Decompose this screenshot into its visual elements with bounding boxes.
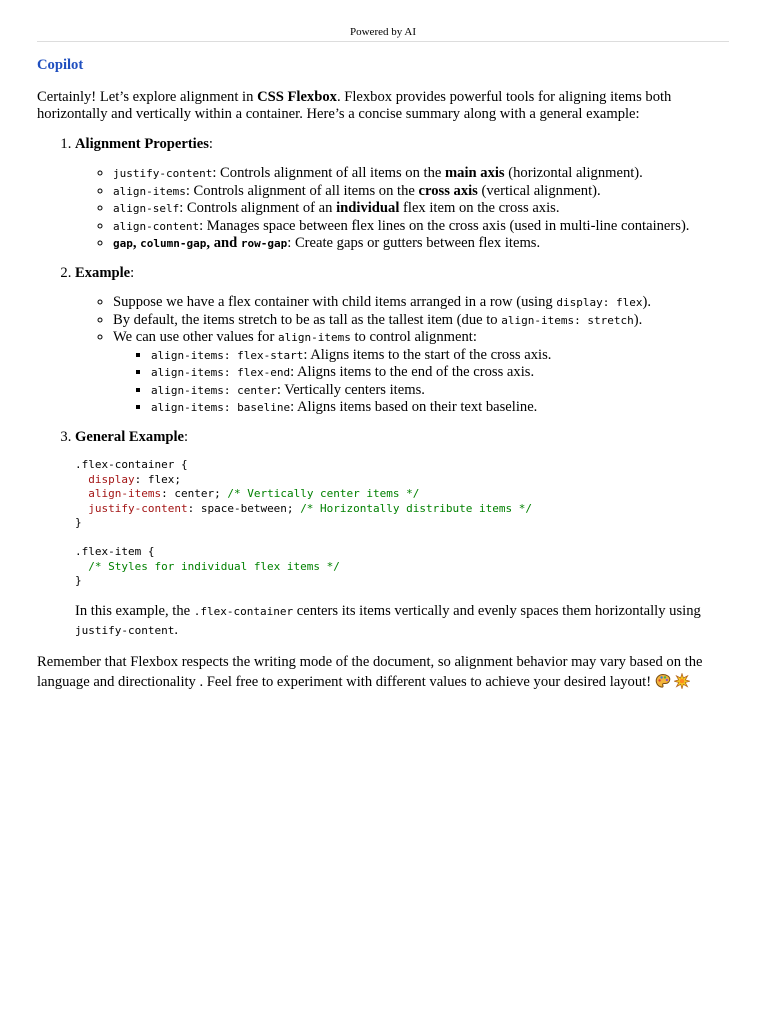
- list-item: [151, 382, 729, 400]
- inline-code: align-items: flex-end: [151, 366, 291, 379]
- intro-paragraph: [37, 89, 729, 124]
- sparkle-burst-icon: [674, 673, 690, 689]
- list-item: [113, 329, 729, 417]
- note-text: centers its items vertically and evenly spaces them horizontally using: [293, 602, 701, 619]
- inline-code: gap: [113, 237, 133, 250]
- code-value: : center;: [161, 487, 228, 500]
- code-comment: /* Styles for individual flex items */: [88, 559, 340, 573]
- inline-code: align-items: [277, 331, 351, 344]
- item-bold: main axis: [445, 165, 505, 181]
- inline-code: align-items: stretch: [501, 313, 634, 327]
- inline-code: align-items: baseline: [151, 401, 291, 414]
- list-item: [113, 183, 729, 201]
- gap-properties: [113, 235, 287, 251]
- intro-bold: CSS Flexbox: [257, 88, 337, 105]
- inline-code: row-gap: [240, 237, 288, 250]
- inline-code: justify-content: [113, 167, 213, 180]
- list-item: [113, 200, 729, 218]
- section-title: 3. General Example:: [75, 428, 189, 445]
- inline-code: display: flex: [556, 296, 643, 309]
- section-title-bold: Alignment Properties: [75, 135, 209, 152]
- note-text: .: [174, 621, 178, 638]
- code-property: justify-content: [88, 501, 188, 515]
- code-comment: /* Horizontally distribute items */: [300, 501, 532, 515]
- inline-code: align-self: [113, 202, 180, 215]
- code-line: }: [75, 574, 82, 587]
- inline-code: justify-content: [75, 623, 175, 637]
- section-title-bold: General Example: [75, 428, 185, 445]
- list-item: [113, 165, 729, 183]
- list-item: [113, 218, 729, 236]
- list-item: [113, 312, 729, 330]
- main-list: [37, 136, 729, 640]
- code-line: .flex-container {: [75, 458, 188, 471]
- item-text: : Aligns items to the start of the cross axis.: [303, 346, 552, 363]
- code-block[interactable]: [75, 458, 729, 589]
- inline-code: align-content: [113, 219, 200, 233]
- code-value: : flex;: [134, 472, 181, 486]
- artist-palette-icon: [655, 673, 671, 689]
- list-item: [151, 364, 729, 382]
- inline-code: align-items: center: [151, 383, 277, 397]
- inline-code: column-gap: [140, 237, 207, 250]
- item-text: : Aligns items to the end of the cross axis.: [290, 364, 535, 380]
- list-item: [113, 235, 729, 253]
- item-text: : Vertically centers items.: [276, 381, 425, 398]
- item-text: We can use other values for: [113, 329, 278, 345]
- section-title: 2. Example:: [75, 264, 135, 281]
- response-content: [37, 57, 729, 692]
- item-text: (horizontal alignment).: [504, 165, 643, 181]
- example-note: [75, 602, 729, 640]
- item-text: By default, the items stretch to be as tall as the tallest item (due to: [113, 311, 502, 328]
- powered-by-text: Powered by AI: [350, 26, 416, 38]
- closing-paragraph: [37, 652, 729, 692]
- powered-by-banner: [37, 26, 729, 42]
- code-line: .flex-item {: [75, 545, 155, 558]
- item-text: to control alignment:: [350, 329, 477, 345]
- section-title: 1. Alignment Properties:: [75, 135, 213, 152]
- item-text: : Controls alignment of all items on the: [185, 182, 419, 199]
- item-text: ).: [633, 311, 643, 328]
- list-item: [113, 294, 729, 312]
- note-text: In this example, the: [75, 602, 194, 619]
- list-item: [151, 347, 729, 365]
- code-comment: /* Vertically center items */: [227, 487, 420, 500]
- item-text: Suppose we have a flex container with child items arranged in a row (using: [113, 294, 557, 310]
- code-value: : space-between;: [187, 501, 301, 515]
- section-general-example: [75, 429, 729, 640]
- item-text: : Manages space between flex lines on the cross axis (used in multi-line containers).: [199, 217, 690, 234]
- closing-text: Remember that Flexbox respects the writing mode of the document, so alignment behavior may vary based on the language and directionality . Feel free to experiment with different values to achieve your desired layout!: [37, 653, 703, 690]
- item-text: : Controls alignment of an: [179, 200, 337, 216]
- inline-code: align-items: flex-start: [151, 348, 304, 362]
- separator: ,: [132, 235, 141, 251]
- intro-text-rest: . Flexbox provides powerful tools for aligning items both horizontally and vertically within a container. Here’s a concise summary along with a general example:: [37, 88, 672, 122]
- align-items-values-list: [113, 347, 729, 417]
- section-example: [75, 265, 729, 417]
- separator: , and: [206, 235, 241, 251]
- item-text: : Create gaps or gutters between flex items.: [287, 235, 541, 251]
- item-bold: cross axis: [418, 182, 478, 199]
- list-item: [151, 399, 729, 417]
- code-property: align-items: [88, 487, 162, 500]
- section-title-bold: Example: [75, 264, 131, 281]
- item-text: ).: [642, 294, 651, 310]
- inline-code: align-items: [113, 184, 186, 198]
- section-alignment-properties: [75, 136, 729, 253]
- item-text: (vertical alignment).: [477, 182, 601, 199]
- item-text: flex item on the cross axis.: [399, 200, 560, 216]
- item-text: : Controls alignment of all items on the: [212, 165, 446, 181]
- intro-text: Certainly! Let’s explore alignment in: [37, 88, 258, 105]
- assistant-name: Copilot: [37, 57, 84, 73]
- item-bold: individual: [336, 200, 400, 216]
- item-text: : Aligns items based on their text baseline.: [290, 399, 538, 415]
- alignment-properties-list: [75, 165, 729, 253]
- inline-code: .flex-container: [193, 604, 294, 618]
- code-property: display: [88, 472, 135, 486]
- example-list: [75, 294, 729, 417]
- code-line: }: [75, 516, 82, 529]
